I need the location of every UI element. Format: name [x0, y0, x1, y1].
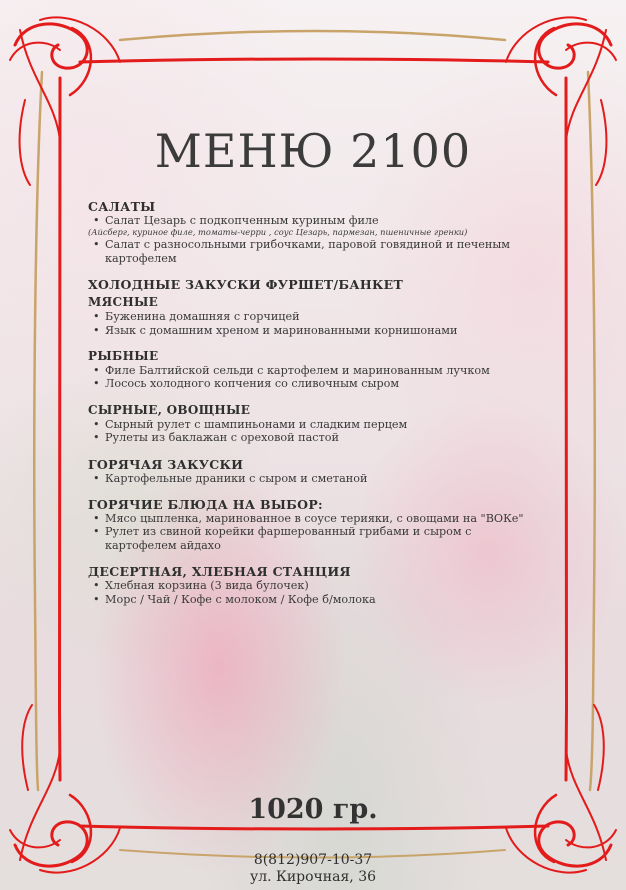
cheese-veg-list: [88, 418, 528, 445]
menu-price: 1020 гр.: [248, 794, 378, 825]
list-item: • Салат Цезарь с подкопченным куриным филе: [88, 214, 528, 227]
dessert-list: [88, 579, 528, 606]
list-item: • Рулеты из баклажан с ореховой пастой: [88, 431, 528, 444]
section-title-hot-snack: ГОРЯЧАЯ ЗАКУСКИ: [88, 456, 244, 472]
hot-dishes-list: [88, 512, 528, 552]
list-item: • Рулет из свиной корейки фаршерованный грибами и сыром с картофелем айдахо: [88, 525, 528, 552]
contacts: [0, 852, 626, 886]
list-item: • Морс / Чай / Кофе с молоком / Кофе б/молока: [88, 593, 528, 606]
phone-number: 8(812)907-10-37: [253, 852, 373, 868]
subsection-title-fish: РЫБНЫЕ: [88, 349, 159, 364]
fish-list: [88, 364, 528, 391]
list-item: • Сырный рулет с шампиньонами и сладким перцем: [88, 418, 528, 431]
meat-list: [88, 310, 528, 337]
list-item: • Мясо цыпленка, маринованное в соусе терияки, с овощами на "ВОКе": [88, 512, 528, 525]
subsection-title-cheese-veg: СЫРНЫЕ, ОВОЩНЫЕ: [88, 402, 251, 417]
section-title-salads: САЛАТЫ: [88, 199, 156, 214]
hot-snack-list: [88, 472, 528, 485]
section-title-cold-snacks: ХОЛОДНЫЕ ЗАКУСКИ ФУРШЕТ/БАНКЕТ: [88, 277, 404, 293]
list-item: • Хлебная корзина (3 вида булочек): [88, 579, 528, 592]
caesar-ingredients-note: (Айсберг, куриное филе, томаты-черри , соус Цезарь, пармезан, пшеничные гренки): [88, 227, 468, 238]
address: ул. Кирочная, 36: [249, 869, 377, 885]
list-item: • Салат с разносольными грибочками, паровой говядиной и печеным картофелем: [88, 238, 528, 265]
list-item: • Буженина домашняя с горчицей: [88, 310, 528, 323]
section-title-dessert: ДЕСЕРТНАЯ, ХЛЕБНАЯ СТАНЦИЯ: [88, 564, 351, 580]
list-item: • Филе Балтийской сельди с картофелем и маринованным лучком: [88, 364, 528, 377]
list-item: • Язык с домашним хреном и маринованными корнишонами: [88, 324, 528, 337]
list-item: • Картофельные драники с сыром и сметаной: [88, 472, 528, 485]
list-item: • Лосось холодного копчения со сливочным сыром: [88, 377, 528, 390]
salads-list: [88, 214, 528, 227]
menu-content: [88, 199, 528, 606]
section-title-hot-dishes: ГОРЯЧИЕ БЛЮДА НА ВЫБОР:: [88, 497, 323, 513]
subsection-title-meat: МЯСНЫЕ: [88, 295, 159, 310]
salads-list-2: [88, 238, 528, 265]
menu-title: МЕНЮ 2100: [154, 124, 472, 178]
